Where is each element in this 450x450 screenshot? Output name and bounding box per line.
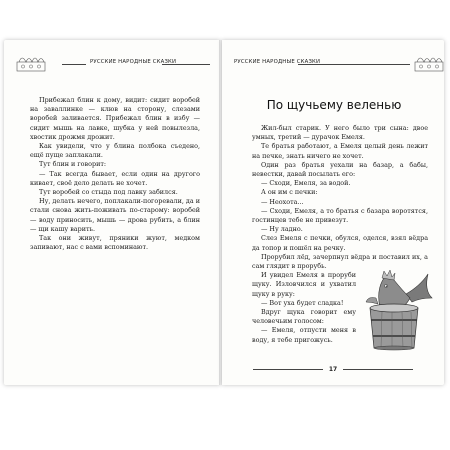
story-title: По щучьему веленью — [266, 98, 402, 112]
paragraph: Прибежал блин к дому, видит: сидит воробей на заваллинке — клюв на сторону, слезами воробей заливается. Прибежал блин в избу — сидит мышь на лавке, шубка у ней повылезла, хвостик дрожмя дрожит. — [30, 96, 200, 141]
ornament-left-icon — [14, 52, 48, 74]
page-number-footer — [222, 366, 444, 373]
header-rule — [162, 64, 210, 65]
ornament-right-icon — [412, 52, 446, 74]
left-running-header — [14, 55, 210, 71]
paragraph: Вдруг щука говорит ему человечьим голосом: — [252, 308, 356, 326]
paragraph: — Сходи, Емеля, за водой. — [261, 179, 351, 188]
paragraph: — Неохота... — [261, 197, 304, 206]
paragraph: — Сходи, Емеля, а то братья с базара воротятся, гостинцев тебе не привезут. — [252, 206, 428, 225]
paragraph: Тут блин и говорит: — [39, 160, 107, 169]
paragraph: Жил-был старик. У него было три сына: двое умных, третий — дурачок Емеля. — [252, 124, 428, 142]
paragraph: А он им с печки: — [261, 188, 318, 197]
paragraph: Те братья работают, а Емеля целый день лежит на печке, знать ничего не хочет. — [252, 142, 428, 160]
paragraph: Как увидели, что у блина полбока съедено, ещё пуще заплакали. — [30, 142, 200, 160]
page-number: 17 — [328, 366, 338, 373]
paragraph: Тут воробей со стыда под лавку забился. — [39, 188, 178, 197]
paragraph: Ну, делать нечего, поплакали-погоревали, да и стали снова жить-поживать по-старому: воробей — воду приносить, мышь — дрова рубить, а блин — щи кашу варить. — [30, 197, 200, 233]
right-page — [222, 40, 444, 385]
paragraph: — Емеля, отпусти меня в воду, я тебе пригожусь. — [252, 326, 356, 344]
footer-rule — [253, 369, 323, 370]
paragraph: — Вот уха будет сладка! — [261, 298, 344, 307]
running-header-title: РУССКИЕ НАРОДНЫЕ СКАЗКИ — [90, 59, 177, 65]
paragraph: Так они живут, пряники жуют, медком запивают, нас с вами вспоминают. — [30, 234, 200, 252]
paragraph: Прорубил лёд, зачерпнул вёдра и поставил их, а сам глядит в прорубь. — [252, 252, 428, 271]
paragraph: — Так всегда бывает, если один на другого кивает, своё дело делать не хочет. — [30, 169, 200, 187]
right-running-header — [228, 55, 436, 71]
pike-in-bucket-illustration — [362, 268, 434, 352]
header-rule — [62, 64, 86, 65]
left-page — [4, 40, 220, 385]
paragraph: — Ну ладно. — [261, 225, 303, 234]
footer-rule — [343, 369, 413, 370]
header-rule — [298, 64, 410, 65]
paragraph: Один раз братья уехали на базар, а бабы, невестки, давай посылать его: — [252, 160, 428, 179]
left-body-text — [30, 96, 200, 252]
running-header-title: РУССКИЕ НАРОДНЫЕ СКАЗКИ — [234, 59, 321, 65]
paragraph: Слез Емеля с печки, обулся, оделся, взял вёдра да топор и пошёл на речку. — [252, 234, 428, 252]
paragraph: И увидел Емеля в проруби щуку. Изловчился и ухватил щуку в руку: — [252, 271, 356, 298]
